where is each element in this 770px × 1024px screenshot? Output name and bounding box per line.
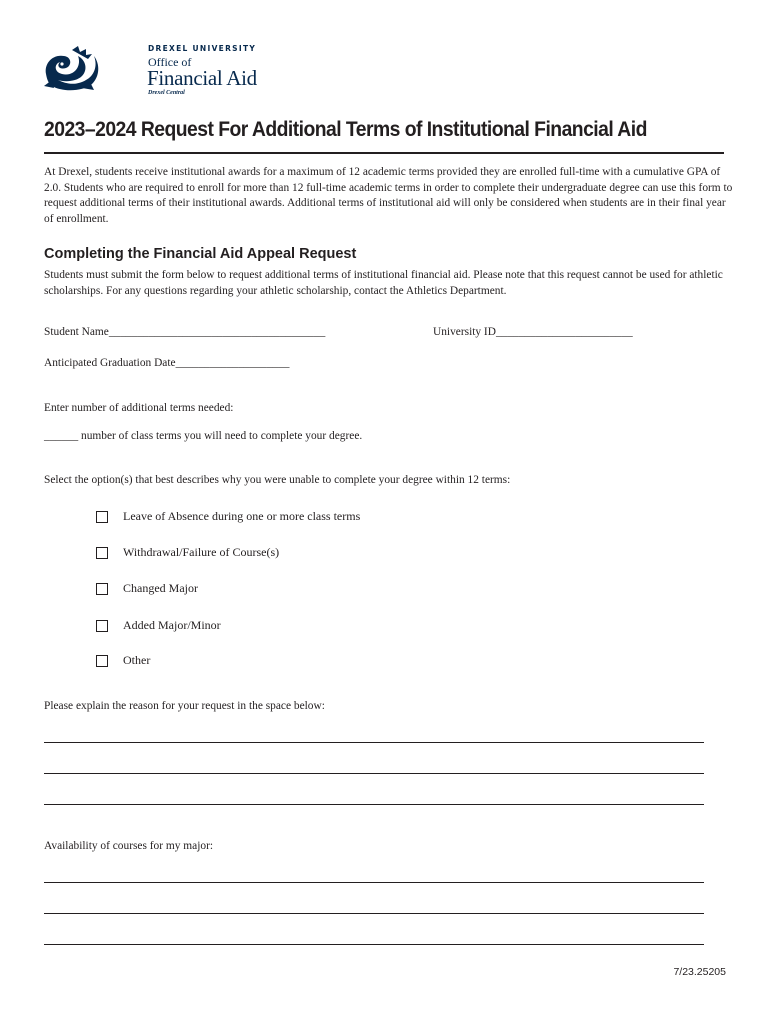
section-paragraph: Students must submit the form below to request additional terms of institutional financial aid. Please note that this request cannot be used for athletic scholarships. For any questions regarding your athletic scholarship, contact the Athletics Department. — [44, 269, 723, 297]
option-label: Withdrawal/Failure of Course(s) — [123, 545, 280, 559]
availability-line-1[interactable] — [44, 882, 704, 883]
graduation-date-field[interactable]: Anticipated Graduation Date____________________ — [44, 357, 290, 369]
option-label: Leave of Absence during one or more class terms — [123, 509, 361, 523]
intro-paragraph: At Drexel, students receive institutional awards for a maximum of 12 academic terms provided they are enrolled full-time with a cumulative GPA of 2.0. Students who are required to enroll for more than 12 full-time academic terms in order to complete their undergraduate degree can use this form to request additional terms of their institutional awards. Additional terms of institutional aid will only be considered when students are in their final year of enrollment. — [44, 166, 733, 225]
university-id-field[interactable]: University ID________________________ — [433, 326, 633, 338]
checkbox[interactable] — [96, 547, 108, 559]
office-of-text: Office of — [148, 55, 192, 69]
drexel-central-text: Drexel Central — [148, 90, 185, 96]
form-title: 2023–2024 Request For Additional Terms of Institutional Financial Aid — [44, 117, 647, 141]
title-divider — [44, 152, 724, 154]
terms-count-field[interactable]: ______ number of class terms you will need to complete your degree. — [44, 430, 363, 442]
student-name-field[interactable]: Student Name______________________________________ — [44, 326, 326, 338]
checkbox[interactable] — [96, 583, 108, 595]
checkbox[interactable] — [96, 511, 108, 523]
drexel-dragon-icon — [42, 46, 102, 92]
explain-line-3[interactable] — [44, 804, 704, 805]
option-label: Changed Major — [123, 581, 198, 595]
checkbox[interactable] — [96, 655, 108, 667]
reasons-prompt: Select the option(s) that best describes why you were unable to complete your degree within 12 terms: — [44, 474, 511, 486]
availability-line-3[interactable] — [44, 944, 704, 945]
explain-line-2[interactable] — [44, 773, 704, 774]
form-version: 7/23.25205 — [673, 966, 726, 978]
option-label: Other — [123, 653, 151, 667]
explain-line-1[interactable] — [44, 742, 704, 743]
explain-prompt: Please explain the reason for your request in the space below: — [44, 700, 325, 712]
drexel-financial-aid-logo — [42, 40, 257, 102]
financial-aid-text: Financial Aid — [147, 66, 257, 90]
checkbox[interactable] — [96, 620, 108, 632]
university-name: DREXEL UNIVERSITY — [148, 44, 257, 53]
availability-prompt: Availability of courses for my major: — [44, 840, 214, 852]
option-label: Added Major/Minor — [123, 618, 221, 632]
terms-prompt: Enter number of additional terms needed: — [44, 402, 234, 414]
section-heading: Completing the Financial Aid Appeal Request — [44, 246, 357, 262]
availability-line-2[interactable] — [44, 913, 704, 914]
